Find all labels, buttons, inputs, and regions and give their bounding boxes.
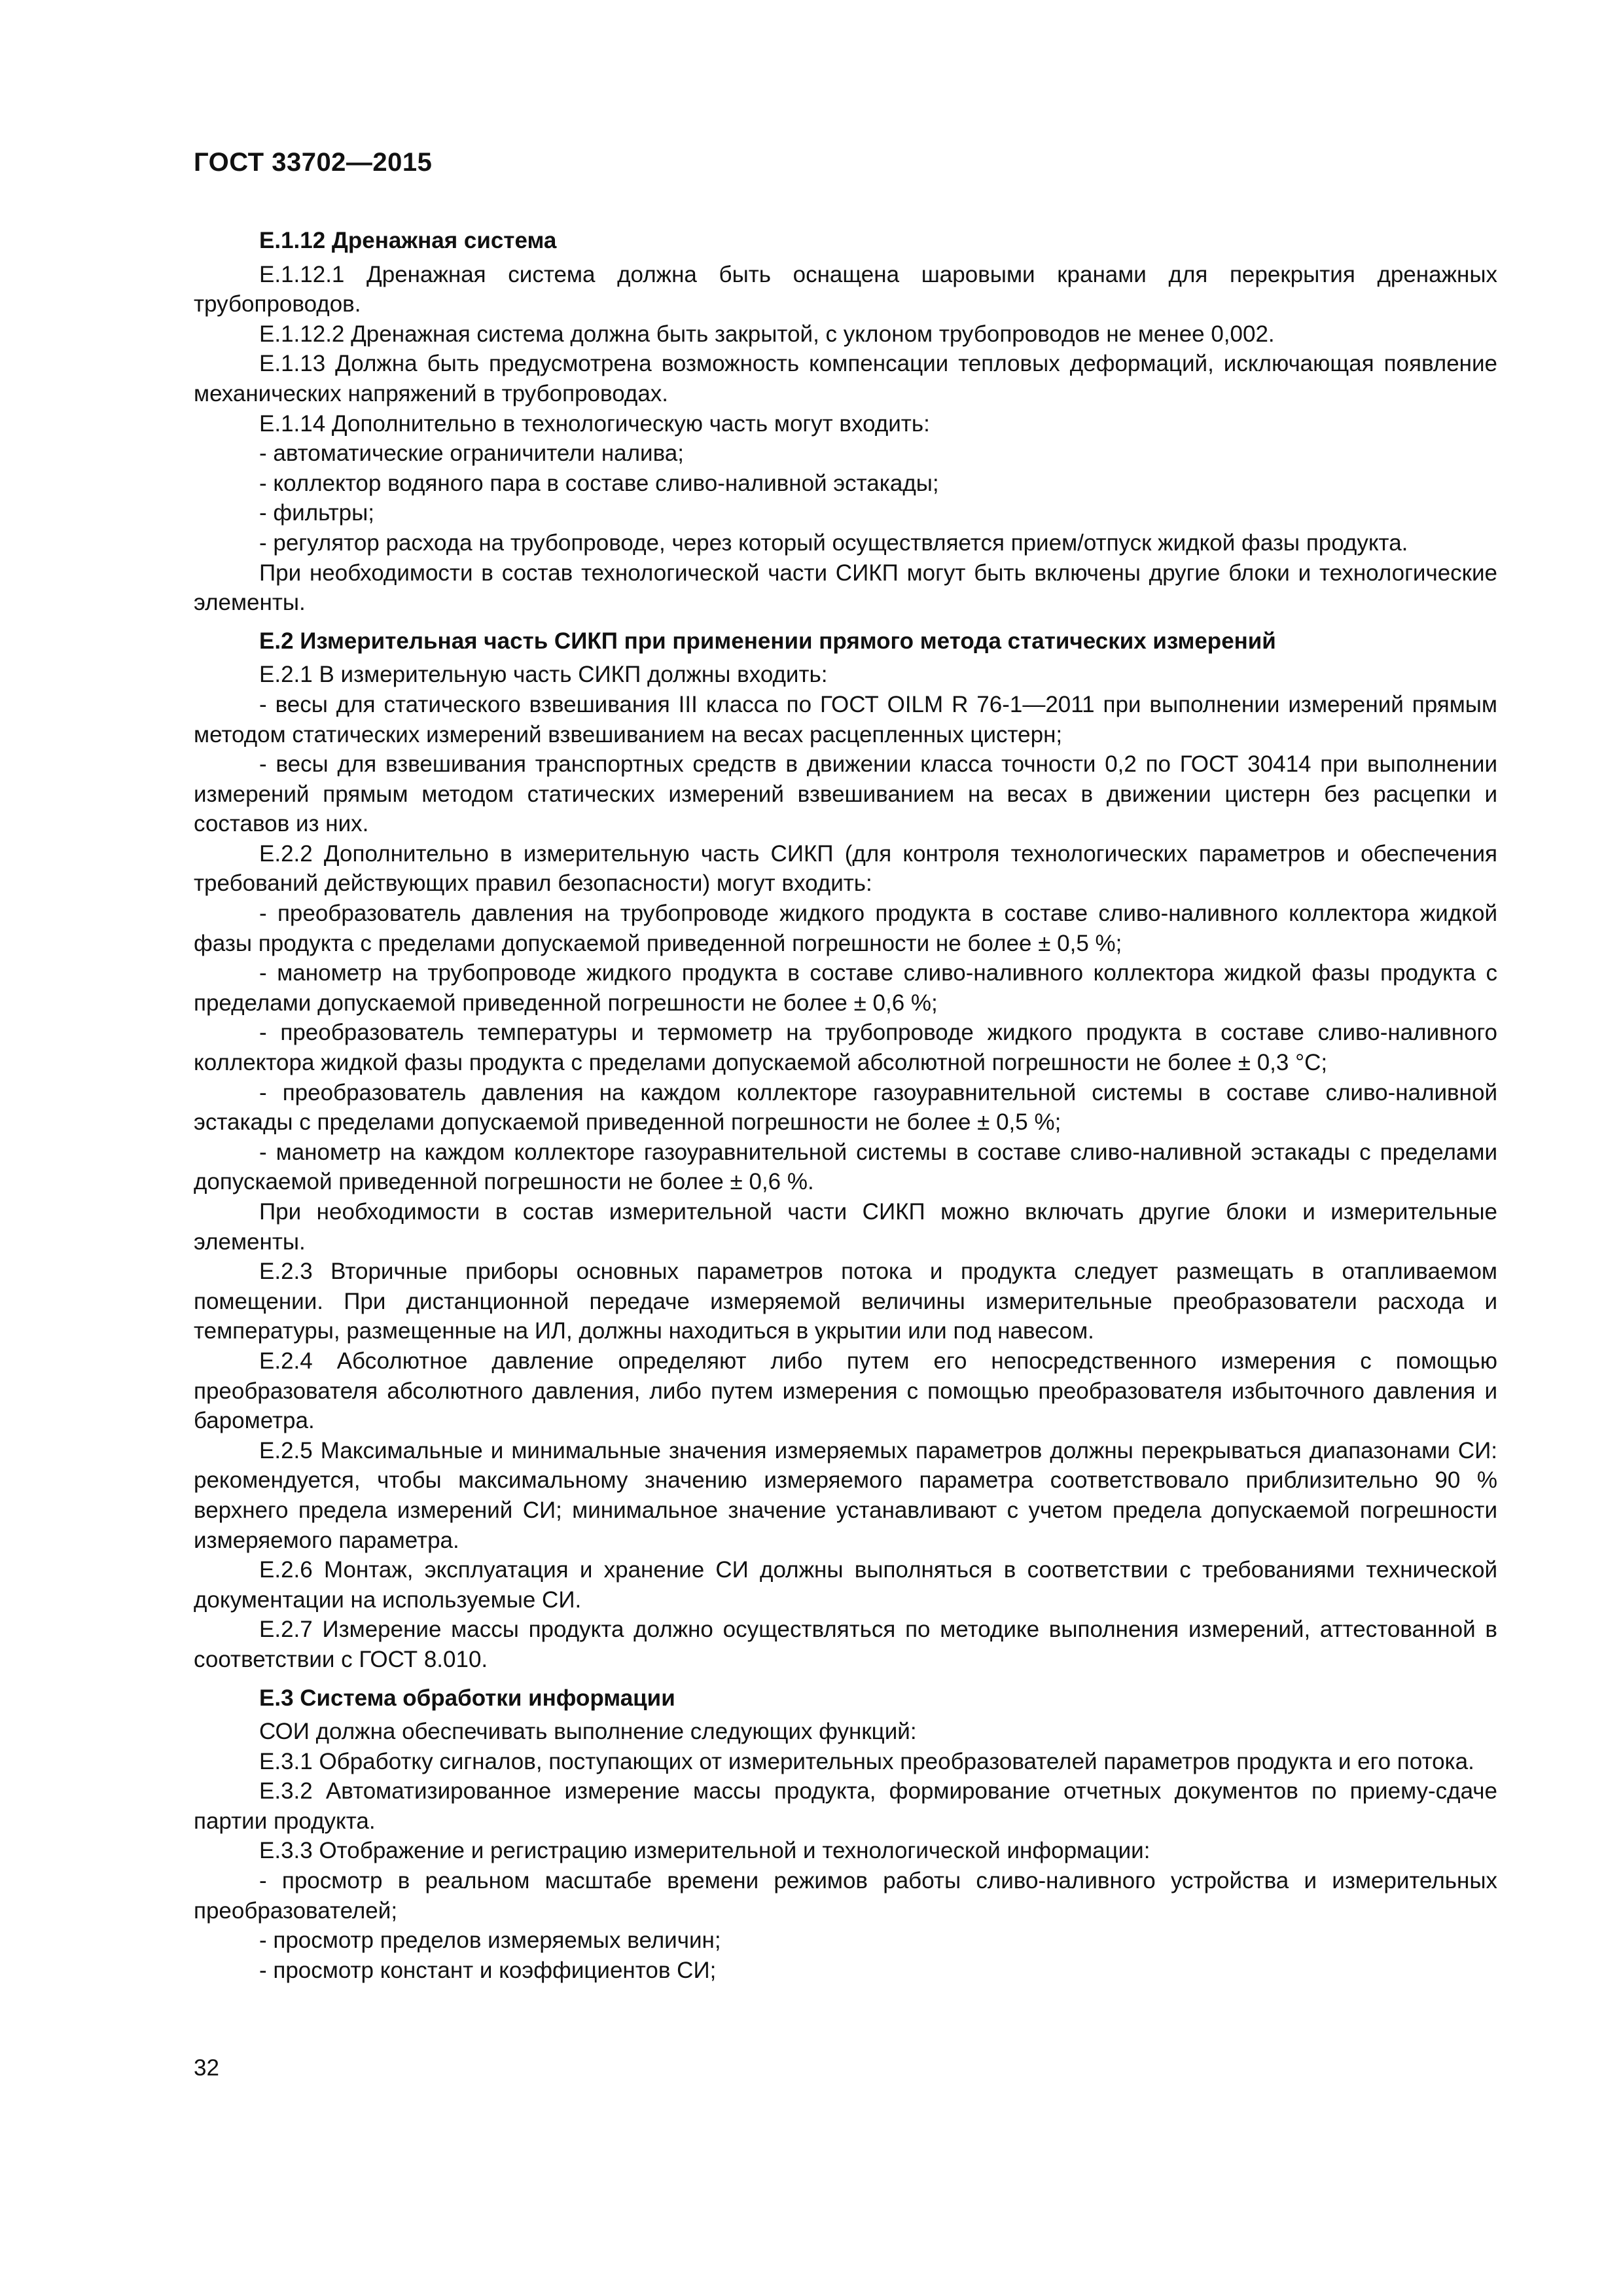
document-header: ГОСТ 33702—2015	[194, 148, 433, 177]
paragraph: Е.2.3 Вторичные приборы основных параметров потока и продукта следует размещать в отапливаемом помещении. При дистанционной передаче измеряемой величины измерительные преобразователи расхода и температуры, размещенные на ИЛ, должны находиться в укрытии или под навесом.	[194, 1259, 1497, 1344]
paragraph: - автоматические ограничители налива;	[259, 440, 684, 467]
section-heading: Е.1.12 Дренажная система	[259, 228, 557, 253]
paragraph: Е.3.1 Обработку сигналов, поступающих от измерительных преобразователей параметров продукта и его потока.	[259, 1748, 1474, 1774]
paragraph: Е.1.14 Дополнительно в технологическую часть могут входить:	[259, 410, 930, 437]
paragraph: Е.2.6 Монтаж, эксплуатация и хранение СИ должны выполняться в соответствии с требованиями технической документации на используемые СИ.	[194, 1557, 1497, 1613]
paragraph: - просмотр в реальном масштабе времени режимов работы сливо-наливного устройства и измерительных преобразователей;	[194, 1868, 1497, 1924]
paragraph: При необходимости в состав технологической части СИКП могут быть включены другие блоки и технологические элементы.	[194, 560, 1497, 616]
section-heading: Е.2 Измерительная часть СИКП при применении прямого метода статических измерений	[259, 628, 1276, 654]
paragraph: - просмотр пределов измеряемых величин;	[259, 1928, 721, 1954]
paragraph: Е.2.1 В измерительную часть СИКП должны входить:	[259, 662, 828, 688]
paragraph: Е.2.5 Максимальные и минимальные значения измеряемых параметров должны перекрываться диапазонами СИ: рекомендуется, чтобы максимальному значению измеряемого параметра соответствовало приблизительно 90 % верхнего предела измерений СИ; минимальное значение устанавливают с учетом предела допускаемой погрешности измеряемого параметра.	[194, 1437, 1497, 1553]
paragraph: - манометр на трубопроводе жидкого продукта в составе сливо-наливного коллектора жидкой фазы продукта с пределами допускаемой приведенной погрешности не более ± 0,6 %;	[194, 960, 1497, 1016]
paragraph: Е.3.3 Отображение и регистрацию измерительной и технологической информации:	[259, 1838, 1150, 1864]
paragraph: Е.2.2 Дополнительно в измерительную часть СИКП (для контроля технологических параметров и обеспечения требований действующих правил безопасности) могут входить:	[194, 840, 1497, 897]
section-heading: Е.3 Система обработки информации	[259, 1685, 675, 1711]
paragraph: При необходимости в состав измерительной части СИКП можно включать другие блоки и измерительные элементы.	[194, 1199, 1497, 1255]
paragraph: СОИ должна обеспечивать выполнение следующих функций:	[259, 1719, 917, 1745]
paragraph: - регулятор расхода на трубопроводе, через который осуществляется прием/отпуск жидкой фазы продукта.	[259, 529, 1408, 556]
paragraph: - весы для взвешивания транспортных средств в движении класса точности 0,2 по ГОСТ 30414 при выполнении измерений прямым методом статических измерений взвешиванием на весах в движении цистерн без расцепки и составов из них.	[194, 751, 1497, 837]
paragraph: - коллектор водяного пара в составе сливо-наливной эстакады;	[259, 470, 939, 496]
paragraph: - весы для статического взвешивания III класса по ГОСТ OILM R 76-1—2011 при выполнении измерений прямым методом статических измерений взвешиванием на весах расцепленных цистерн;	[194, 691, 1497, 747]
paragraph: Е.1.12.1 Дренажная система должна быть оснащена шаровыми кранами для перекрытия дренажных трубопроводов.	[194, 261, 1497, 317]
paragraph: - просмотр констант и коэффициентов СИ;	[259, 1957, 717, 1983]
paragraph: Е.1.12.2 Дренажная система должна быть закрытой, с уклоном трубопроводов не менее 0,002.	[259, 321, 1275, 347]
paragraph: - преобразователь давления на трубопроводе жидкого продукта в составе сливо-наливного коллектора жидкой фазы продукта с пределами допускаемой приведенной погрешности не более ± 0,5 %;	[194, 901, 1497, 956]
paragraph: - манометр на каждом коллекторе газоуравнительной системы в составе сливо-наливной эстакады с пределами допускаемой приведенной погрешности не более ± 0,6 %.	[194, 1139, 1497, 1195]
paragraph: Е.1.13 Должна быть предусмотрена возможность компенсации тепловых деформаций, исключающая появление механических напряжений в трубопроводах.	[194, 351, 1497, 406]
paragraph: Е.3.2 Автоматизированное измерение массы продукта, формирование отчетных документов по приему-сдаче партии продукта.	[194, 1778, 1497, 1834]
paragraph: Е.2.4 Абсолютное давление определяют либо путем его непосредственного измерения с помощью преобразователя абсолютного давления, либо путем измерения с помощью преобразователя избыточного давления и барометра.	[194, 1348, 1497, 1434]
paragraph: - преобразователь давления на каждом коллекторе газоуравнительной системы в составе сливо-наливной эстакады с пределами допускаемой приведенной погрешности не более ± 0,5 %;	[194, 1079, 1497, 1136]
paragraph: - преобразователь температуры и термометр на трубопроводе жидкого продукта в составе сливо-наливного коллектора жидкой фазы продукта с пределами допускаемой абсолютной погрешности не более ± 0,3 °С;	[194, 1020, 1497, 1076]
page-number: 32	[194, 2055, 219, 2081]
paragraph: Е.2.7 Измерение массы продукта должно осуществляться по методике выполнения измерений, аттестованной в соответствии с ГОСТ 8.010.	[194, 1617, 1497, 1672]
paragraph: - фильтры;	[259, 500, 375, 526]
document-body	[194, 226, 1497, 1985]
